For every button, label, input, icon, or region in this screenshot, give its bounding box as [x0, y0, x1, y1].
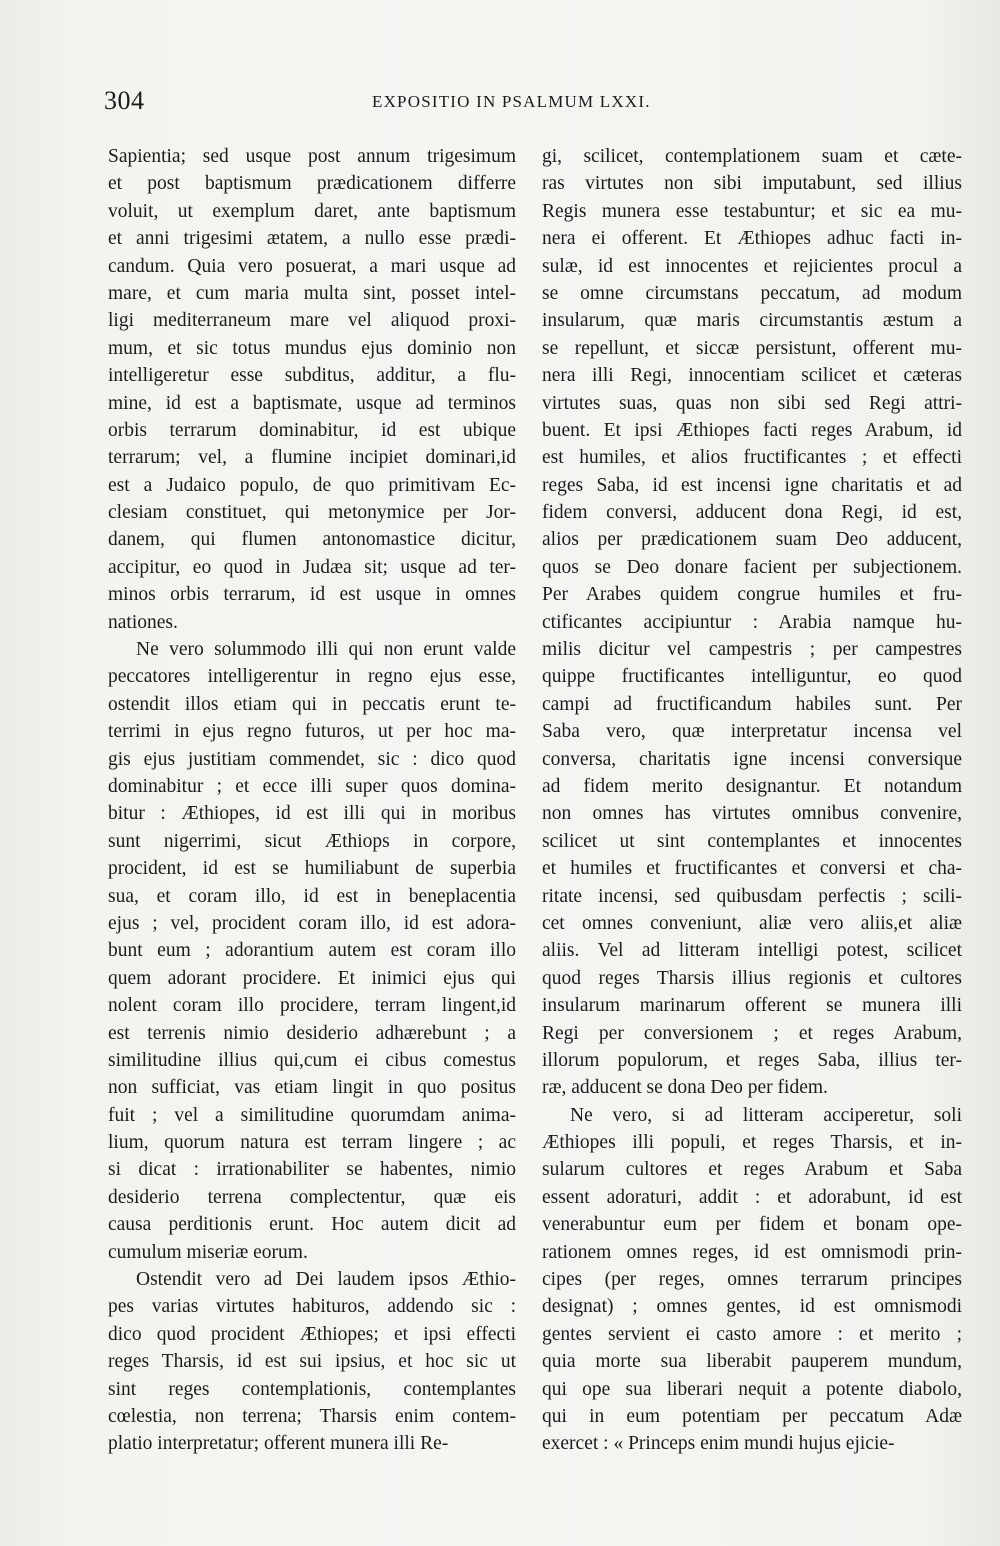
text-line: scilicet ut sint contemplantes et innocentes — [542, 830, 962, 852]
text-line: insularum marinarum offerent se munera illi — [542, 995, 962, 1017]
text-line: nera ei offerent. Et Æthiopes adhuc facti in- — [542, 228, 962, 250]
text-line: gentes servient ei casto amore : et merito ; — [542, 1323, 962, 1345]
text-line: non sufficiat, vas etiam lingit in quo positus — [108, 1077, 516, 1099]
text-line: clesiam constituet, qui metonymice per Jor- — [108, 502, 516, 524]
left-column — [108, 143, 516, 1458]
text-line: mine, id est a baptismate, usque ad terminos — [108, 392, 516, 414]
text-line: quod reges Tharsis illius regionis et cultores — [542, 967, 962, 989]
text-line: venerabuntur eum per fidem et bonam ope- — [542, 1214, 962, 1236]
text-line: terrimi in ejus regno futuros, ut per hoc ma- — [108, 721, 516, 743]
text-line: est terrenis nimio desiderio adhærebunt ; a — [108, 1022, 516, 1044]
text-line: est a Judaico populo, de quo primitivam Ec- — [108, 474, 516, 496]
text-line: nera illi Regi, innocentiam scilicet et cæteras — [542, 365, 962, 387]
text-line: quia morte sua liberabit pauperem mundum, — [542, 1351, 962, 1373]
text-line: causa perditionis erunt. Hoc autem dicit ad — [108, 1214, 516, 1236]
text-line: Regis munera esse testabuntur; et sic ea mu- — [542, 200, 962, 222]
text-line: reges Saba, id est incensi igne charitatis et ad — [542, 474, 962, 496]
text-line: quippe fructificantes intelliguntur, eo quod — [542, 666, 962, 688]
text-line: mum, et sic totus mundus ejus dominio non — [108, 337, 516, 359]
text-line: peccatores intelligerentur in regno ejus esse, — [108, 666, 516, 688]
text-line: sularum cultores et reges Arabum et Saba — [542, 1159, 962, 1181]
text-line: intelligeretur esse subditus, additur, a flu- — [108, 365, 516, 387]
text-line: nolent coram illo procidere, terram lingent,id — [108, 995, 516, 1017]
text-line: platio interpretatur; offerent munera illi Re- — [108, 1433, 449, 1455]
text-line: gi, scilicet, contemplationem suam et cæte- — [542, 146, 962, 167]
text-line: terrarum; vel, a flumine incipiet dominari,id — [108, 447, 516, 469]
text-line: si dicat : irrationabiliter se habentes, nimio — [108, 1159, 516, 1181]
text-line: ræ, adducent se dona Deo per fidem. — [542, 1077, 828, 1099]
text-line: sua, et coram illo, id est in beneplacentia — [108, 885, 516, 907]
text-line: se repellunt, et siccæ persistunt, offerent mu- — [542, 337, 962, 359]
text-line: qui ope sua liberari nequit a potente diabolo, — [542, 1378, 962, 1400]
text-line: rationem omnes reges, id est omnismodi prin- — [542, 1241, 962, 1263]
text-line: et post baptismum prædicationem differre — [108, 173, 516, 195]
text-line: campi ad fructificandum habiles sunt. Per — [542, 693, 962, 715]
text-line: accipitur, eo quod in Judæa sit; usque ad ter- — [108, 556, 516, 578]
page-header — [104, 86, 964, 120]
text-line: bitur : Æthiopes, id est illi qui in moribus — [108, 803, 516, 825]
text-line: Per Arabes quidem congrue humiles et fru- — [542, 584, 962, 606]
text-line: exercet : « Princeps enim mundi hujus ejicie- — [542, 1433, 895, 1455]
text-line: ritate incensi, sed quibusdam perfectis ; scili- — [542, 885, 962, 907]
text-line: quos se Deo donare facient per subjectionem. — [542, 556, 962, 578]
text-line: similitudine illius qui,cum ei cibus comestus — [108, 1049, 516, 1071]
text-line: Ne vero, si ad litteram acciperetur, soli — [570, 1104, 962, 1126]
text-line: nationes. — [108, 611, 178, 633]
page-number: 304 — [104, 86, 145, 115]
text-line: cet omnes conveniunt, aliæ vero aliis,et aliæ — [542, 912, 962, 934]
text-line: ostendit illos etiam qui in peccatis erunt te- — [108, 693, 516, 715]
text-line: cumulum miseriæ eorum. — [108, 1241, 308, 1263]
text-line: sunt nigerrimi, sicut Æthiops in corpore, — [108, 830, 516, 852]
text-line: illorum populorum, et reges Saba, illius ter- — [542, 1049, 962, 1071]
text-line: mare, et cum maria multa sint, posset intel- — [108, 282, 516, 304]
text-line: essent adoraturi, addit : et adorabunt, id est — [542, 1186, 962, 1208]
text-line: sulæ, id est innocentes et rejicientes procul a — [542, 255, 962, 277]
text-line: Regi per conversionem ; et reges Arabum, — [542, 1022, 962, 1044]
text-line: lium, quorum natura est terram lingere ; ac — [108, 1132, 516, 1154]
text-line: ad fidem merito designantur. Et notandum — [542, 775, 962, 797]
text-line: buent. Et ipsi Æthiopes facti reges Arabum, id — [542, 419, 962, 441]
text-line: Saba vero, quæ interpretatur incensa vel — [542, 721, 962, 743]
text-line: reges Tharsis, id est sui ipsius, et hoc sic ut — [108, 1351, 516, 1373]
text-line: est humiles, et alios fructificantes ; et effecti — [542, 447, 962, 469]
text-line: quem adorant procidere. Et inimici ejus qui — [108, 967, 516, 989]
text-line: fuit ; vel a similitudine quorumdam anima- — [108, 1104, 516, 1126]
text-line: Ne vero solummodo illi qui non erunt valde — [136, 639, 516, 661]
text-line: virtutes suas, quas non sibi sed Regi attri- — [542, 392, 962, 414]
text-line: sint reges contemplationis, contemplantes — [108, 1378, 516, 1400]
text-line: ras virtutes non sibi imputabunt, sed illius — [542, 173, 962, 195]
text-line: voluit, ut exemplum daret, ante baptismum — [108, 200, 516, 222]
text-line: ctificantes accipiuntur : Arabia namque hu- — [542, 611, 962, 633]
text-line: desiderio terrena complectentur, quæ eis — [108, 1186, 516, 1208]
text-line: ejus ; vel, procident coram illo, id est adora- — [108, 912, 516, 934]
text-line: non omnes has virtutes omnibus convenire, — [542, 803, 962, 825]
text-line: milis dicitur vel campestris ; per campestres — [542, 639, 962, 661]
running-title: EXPOSITIO IN PSALMUM LXXI. — [372, 92, 651, 111]
text-line: dominabitur ; et ecce illi super quos domina- — [108, 775, 516, 797]
text-line: cœlestia, non terrena; Tharsis enim contem- — [108, 1405, 516, 1427]
text-line: se omne circumstans peccatum, ad modum — [542, 282, 962, 304]
text-line: minos orbis terrarum, id est usque in omnes — [108, 584, 516, 606]
text-line: qui in eum potentiam per peccatum Adæ — [542, 1405, 962, 1427]
text-line: orbis terrarum dominabitur, id est ubique — [108, 419, 516, 441]
text-line: dico quod procident Æthiopes; et ipsi effecti — [108, 1323, 516, 1345]
text-line: bunt eum ; adorantium autem est coram illo — [108, 940, 516, 962]
text-line: pes varias virtutes habituros, addendo sic : — [108, 1296, 516, 1318]
text-line: insularum, quæ maris circumstantis æstum a — [542, 310, 962, 332]
text-line: candum. Quia vero posuerat, a mari usque ad — [108, 255, 516, 277]
text-line: aliis. Vel ad litteram intelligi potest, scilicet — [542, 940, 962, 962]
text-line: cipes (per reges, omnes terrarum principes — [542, 1269, 962, 1291]
text-line: alios per prædicationem suam Deo adducent, — [542, 529, 962, 551]
text-line: et anni trigesimi ætatem, a nullo esse prædi- — [108, 228, 516, 250]
text-line: et humiles et fructificantes et conversi et cha- — [542, 858, 962, 880]
text-line: fidem conversi, adducent dona Regi, id est, — [542, 502, 962, 524]
text-line: Ostendit vero ad Dei laudem ipsos Æthio- — [136, 1269, 516, 1291]
text-line: gis ejus justitiam commendet, sic : dico quod — [108, 748, 516, 770]
text-line: designat) ; omnes gentes, id est omnismodi — [542, 1296, 962, 1318]
text-line: danem, qui flumen antonomastice dicitur, — [108, 529, 516, 551]
text-line: procident, id est se humiliabunt de superbia — [108, 858, 516, 880]
text-line: ligi mediterraneum mare vel aliquod proxi- — [108, 310, 516, 332]
text-line: conversa, charitatis igne incensi conversique — [542, 748, 962, 770]
right-column — [542, 143, 962, 1458]
text-line: Æthiopes illi populi, et reges Tharsis, et in- — [542, 1132, 962, 1154]
text-line: Sapientia; sed usque post annum trigesimum — [108, 146, 516, 167]
